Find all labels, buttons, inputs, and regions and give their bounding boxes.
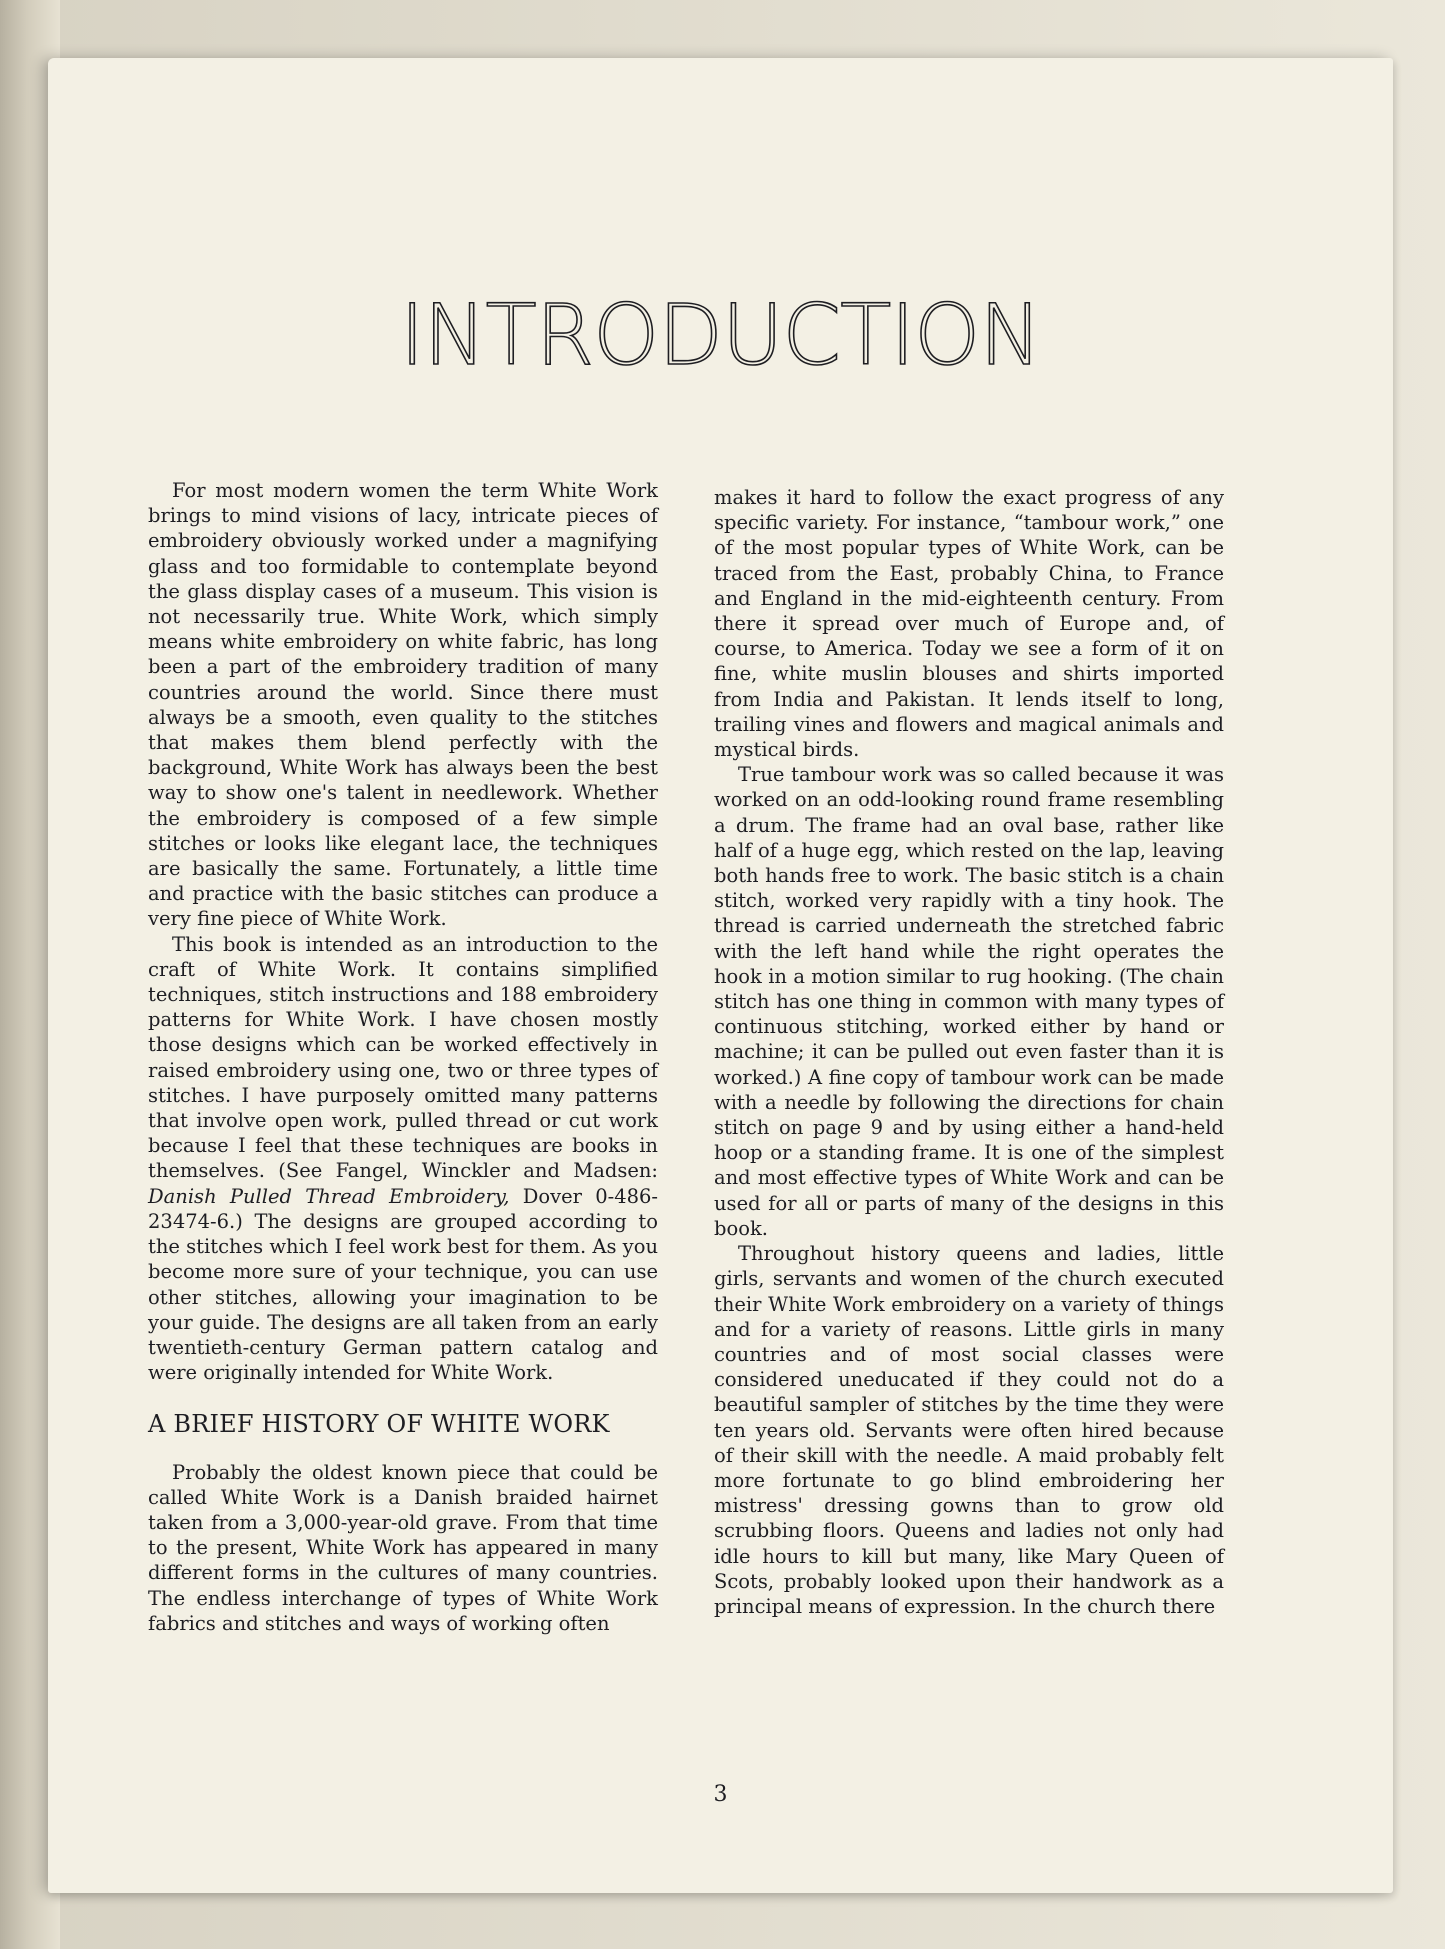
- page-number: 3: [713, 1782, 728, 1807]
- book-title-reference: Danish Pulled Thread Embroidery,: [148, 1184, 510, 1208]
- page-title: INTRODUCTION: [399, 286, 1042, 384]
- intro-paragraph-2-text-end: Dover 0-486-23474-6.) The designs are grouped according to the stitches which I feel work best for them. As you become more sure of your technique, you can use other stitches, allowing your imagination to be your guide. The designs are all taken from an early twentieth-century German pattern catalog and were originally intended for White Work.: [148, 1184, 659, 1385]
- left-text-column: [148, 478, 658, 1636]
- history-paragraph-3: Throughout history queens and ladies, little girls, servants and women of the church executed their White Work embroidery on a variety of things and for a variety of reasons. Little girls in many countries and of most social classes were considered uneducated if they could not do a beautiful sampler of stitches by the time they were ten years old. Servants were often hired because of their skill with the needle. A maid probably felt more fortunate to go blind embroidering her mistress' dressing gowns than to grow old scrubbing floors. Queens and ladies not only had idle hours to kill but many, like Mary Queen of Scots, probably looked upon their handwork as a principal means of expression. In the church there: [714, 1242, 1224, 1618]
- history-paragraph-1-continued: makes it hard to follow the exact progress of any specific variety. For instance, “tambour work,” one of the most popular types of White Work, can be traced from the East, probably China, to France and England in the mid-eighteenth century. From there it spread over much of Europe and, of course, to America. Today we see a form of it on fine, white muslin blouses and shirts imported from India and Pakistan. It lends itself to long, trailing vines and flowers and magical animals and mystical birds.: [714, 486, 1224, 762]
- history-paragraph-2: True tambour work was so called because it was worked on an odd-looking round frame resembling a drum. The frame had an oval base, rather like half of a huge egg, which rested on the lap, leaving both hands free to work. The basic stitch is a chain stitch, worked very rapidly with a tiny hook. The thread is carried underneath the stretched fabric with the left hand while the right operates the hook in a motion similar to rug hooking. (The chain stitch has one thing in common with many types of continuous stitching, worked either by hand or machine; it can be pulled out even faster than it is worked.) A fine copy of tambour work can be made with a needle by following the directions for chain stitch on page 9 and by using either a hand-held hoop or a standing frame. It is one of the simplest and most effective types of White Work and can be used for all or parts of many of the designs in this book.: [714, 763, 1224, 1240]
- history-paragraph-1: Probably the oldest known piece that could be called White Work is a Danish braided hairnet taken from a 3,000-year-old grave. From that time to the present, White Work has appeared in many different forms in the cultures of many countries. The endless interchange of types of White Work fabrics and stitches and ways of working often: [148, 1460, 658, 1635]
- intro-paragraph-2-text: This book is intended as an introduction to the craft of White Work. It contains simplified techniques, stitch instructions and 188 embroidery patterns for White Work. I have chosen mostly those designs which can be worked effectively in raised embroidery using one, two or three types of stitches. I have purposely omitted many patterns that involve open work, pulled thread or cut work because I feel that these techniques are books in themselves. (See Fangel, Winckler and Madsen:: [148, 932, 658, 1183]
- intro-paragraph-1: For most modern women the term White Work brings to mind visions of lacy, intricate pieces of embroidery obviously worked under a magnifying glass and too formidable to contemplate beyond the glass display cases of a museum. This vision is not necessarily true. White Work, which simply means white embroidery on white fabric, has long been a part of the embroidery tradition of many countries around the world. Since there must always be a smooth, even quality to the stitches that makes them blend perfectly with the background, White Work has always been the best way to show one's talent in needlework. Whether the embroidery is composed of a few simple stitches or looks like elegant lace, the techniques are basically the same. Fortunately, a little time and practice with the basic stitches can produce a very fine piece of White Work.: [148, 479, 658, 931]
- intro-paragraph-2: [148, 932, 658, 1386]
- section-heading: A BRIEF HISTORY OF WHITE WORK: [148, 1410, 610, 1439]
- book-page: [48, 58, 1393, 1893]
- right-text-column: [714, 485, 1224, 1619]
